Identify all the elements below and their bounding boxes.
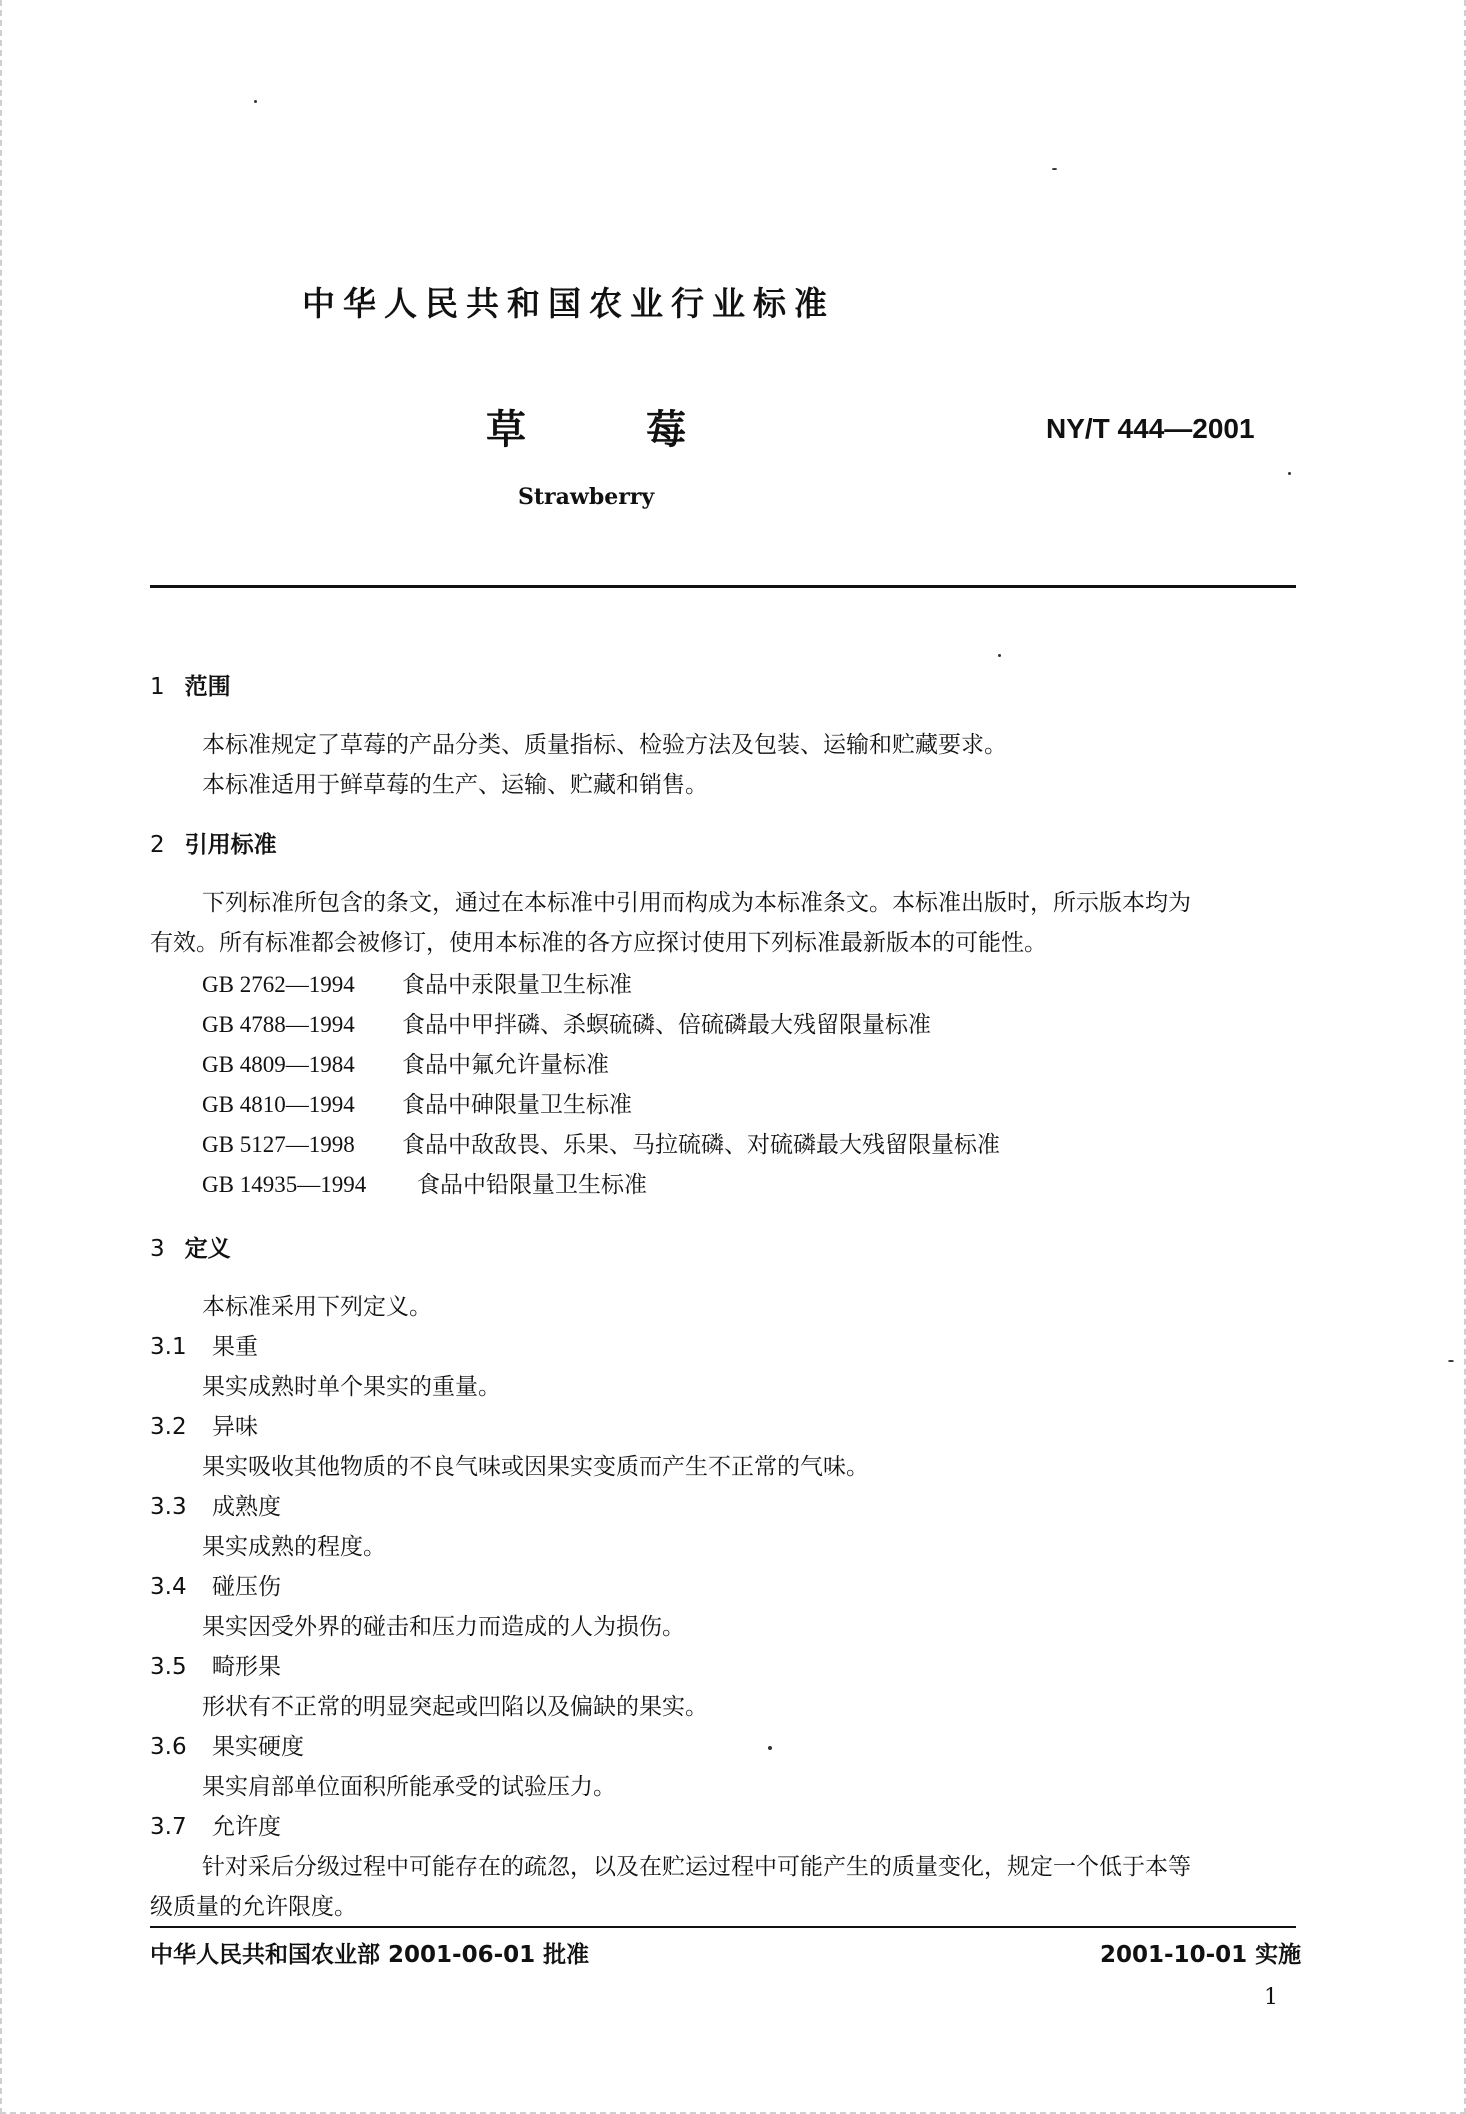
- definition-term: 3.7 允许度: [150, 1814, 281, 1840]
- standard-category-header: 中华人民共和国农业行业标准: [302, 284, 835, 323]
- section-1-paragraph-2: 本标准适用于鲜草莓的生产、运输、贮藏和销售。: [202, 772, 708, 798]
- section-2-title: 引用标准: [184, 832, 277, 858]
- reference-code: GB 4810—1994: [202, 1092, 355, 1117]
- title-char-2: 莓: [646, 407, 686, 453]
- definition-term: 3.3 成熟度: [150, 1494, 281, 1520]
- document-subtitle: Strawberry: [518, 484, 655, 510]
- scan-speck: [254, 100, 257, 103]
- approval-statement: 中华人民共和国农业部 2001-06-01 批准: [150, 1942, 590, 1968]
- document-title: [486, 398, 686, 455]
- definition-term: 3.5 畸形果: [150, 1654, 281, 1680]
- section-2-heading: [150, 826, 277, 859]
- reference-title: 食品中铅限量卫生标准: [417, 1172, 647, 1198]
- definition-term: 3.2 异味: [150, 1414, 258, 1440]
- scan-speck: [1448, 1360, 1454, 1362]
- reference-code: GB 5127—1998: [202, 1132, 355, 1157]
- reference-item: [202, 966, 632, 999]
- section-1-paragraph-1: 本标准规定了草莓的产品分类、质量指标、检验方法及包装、运输和贮藏要求。: [202, 732, 1007, 758]
- reference-title: 食品中汞限量卫生标准: [402, 972, 632, 998]
- section-3-title: 定义: [184, 1236, 231, 1262]
- page-number: 1: [1264, 1985, 1278, 2010]
- reference-item: [202, 1046, 609, 1079]
- title-char-1: 草: [486, 407, 526, 453]
- definition-term: 3.6 果实硬度: [150, 1734, 304, 1760]
- definition-text: 形状有不正常的明显突起或凹陷以及偏缺的果实。: [202, 1694, 708, 1720]
- section-3-intro: 本标准采用下列定义。: [202, 1294, 432, 1320]
- definition-term: 3.4 碰压伤: [150, 1574, 281, 1600]
- section-1-title: 范围: [184, 674, 231, 700]
- reference-code: GB 2762—1994: [202, 972, 355, 997]
- scan-speck: [768, 1746, 772, 1750]
- reference-item: [202, 1086, 632, 1119]
- definition-text: 果实成熟时单个果实的重量。: [202, 1374, 501, 1400]
- reference-code: GB 4809—1984: [202, 1052, 355, 1077]
- definition-term: 3.1 果重: [150, 1334, 258, 1360]
- definition-text: 果实吸收其他物质的不良气味或因果实变质而产生不正常的气味。: [202, 1454, 869, 1480]
- definition-text: 果实肩部单位面积所能承受的试验压力。: [202, 1774, 616, 1800]
- reference-title: 食品中氟允许量标准: [402, 1052, 609, 1078]
- section-2-number: 2: [150, 832, 165, 858]
- reference-title: 食品中敌敌畏、乐果、马拉硫磷、对硫磷最大残留限量标准: [402, 1132, 1000, 1158]
- reference-item: [202, 1126, 1000, 1159]
- section-3-number: 3: [150, 1236, 165, 1262]
- standard-number: NY/T 444—2001: [1046, 413, 1255, 444]
- header-divider: [150, 585, 1296, 588]
- reference-title: 食品中砷限量卫生标准: [402, 1092, 632, 1118]
- reference-item: [202, 1166, 647, 1199]
- section-1-heading: [150, 668, 231, 701]
- definition-text-line-1: 针对采后分级过程中可能存在的疏忽，以及在贮运过程中可能产生的质量变化，规定一个低于本等: [202, 1854, 1191, 1880]
- definition-text: 果实因受外界的碰击和压力而造成的人为损伤。: [202, 1614, 685, 1640]
- reference-code: GB 4788—1994: [202, 1012, 355, 1037]
- effective-date: 2001-10-01 实施: [1100, 1942, 1302, 1968]
- reference-item: [202, 1006, 931, 1039]
- section-3-heading: [150, 1230, 231, 1263]
- scan-speck: [1288, 472, 1291, 475]
- scan-speck: [998, 654, 1001, 657]
- scan-speck: [1052, 168, 1057, 170]
- reference-code: GB 14935—1994: [202, 1172, 367, 1197]
- section-1-number: 1: [150, 674, 165, 700]
- section-2-paragraph-line-1: 下列标准所包含的条文，通过在本标准中引用而构成为本标准条文。本标准出版时，所示版本均为: [202, 890, 1191, 916]
- definition-text-line-2: 级质量的允许限度。: [150, 1894, 357, 1920]
- definition-text: 果实成熟的程度。: [202, 1534, 386, 1560]
- footer-divider: [150, 1926, 1296, 1928]
- reference-title: 食品中甲拌磷、杀螟硫磷、倍硫磷最大残留限量标准: [402, 1012, 931, 1038]
- section-2-paragraph-line-2: 有效。所有标准都会被修订，使用本标准的各方应探讨使用下列标准最新版本的可能性。: [150, 930, 1047, 956]
